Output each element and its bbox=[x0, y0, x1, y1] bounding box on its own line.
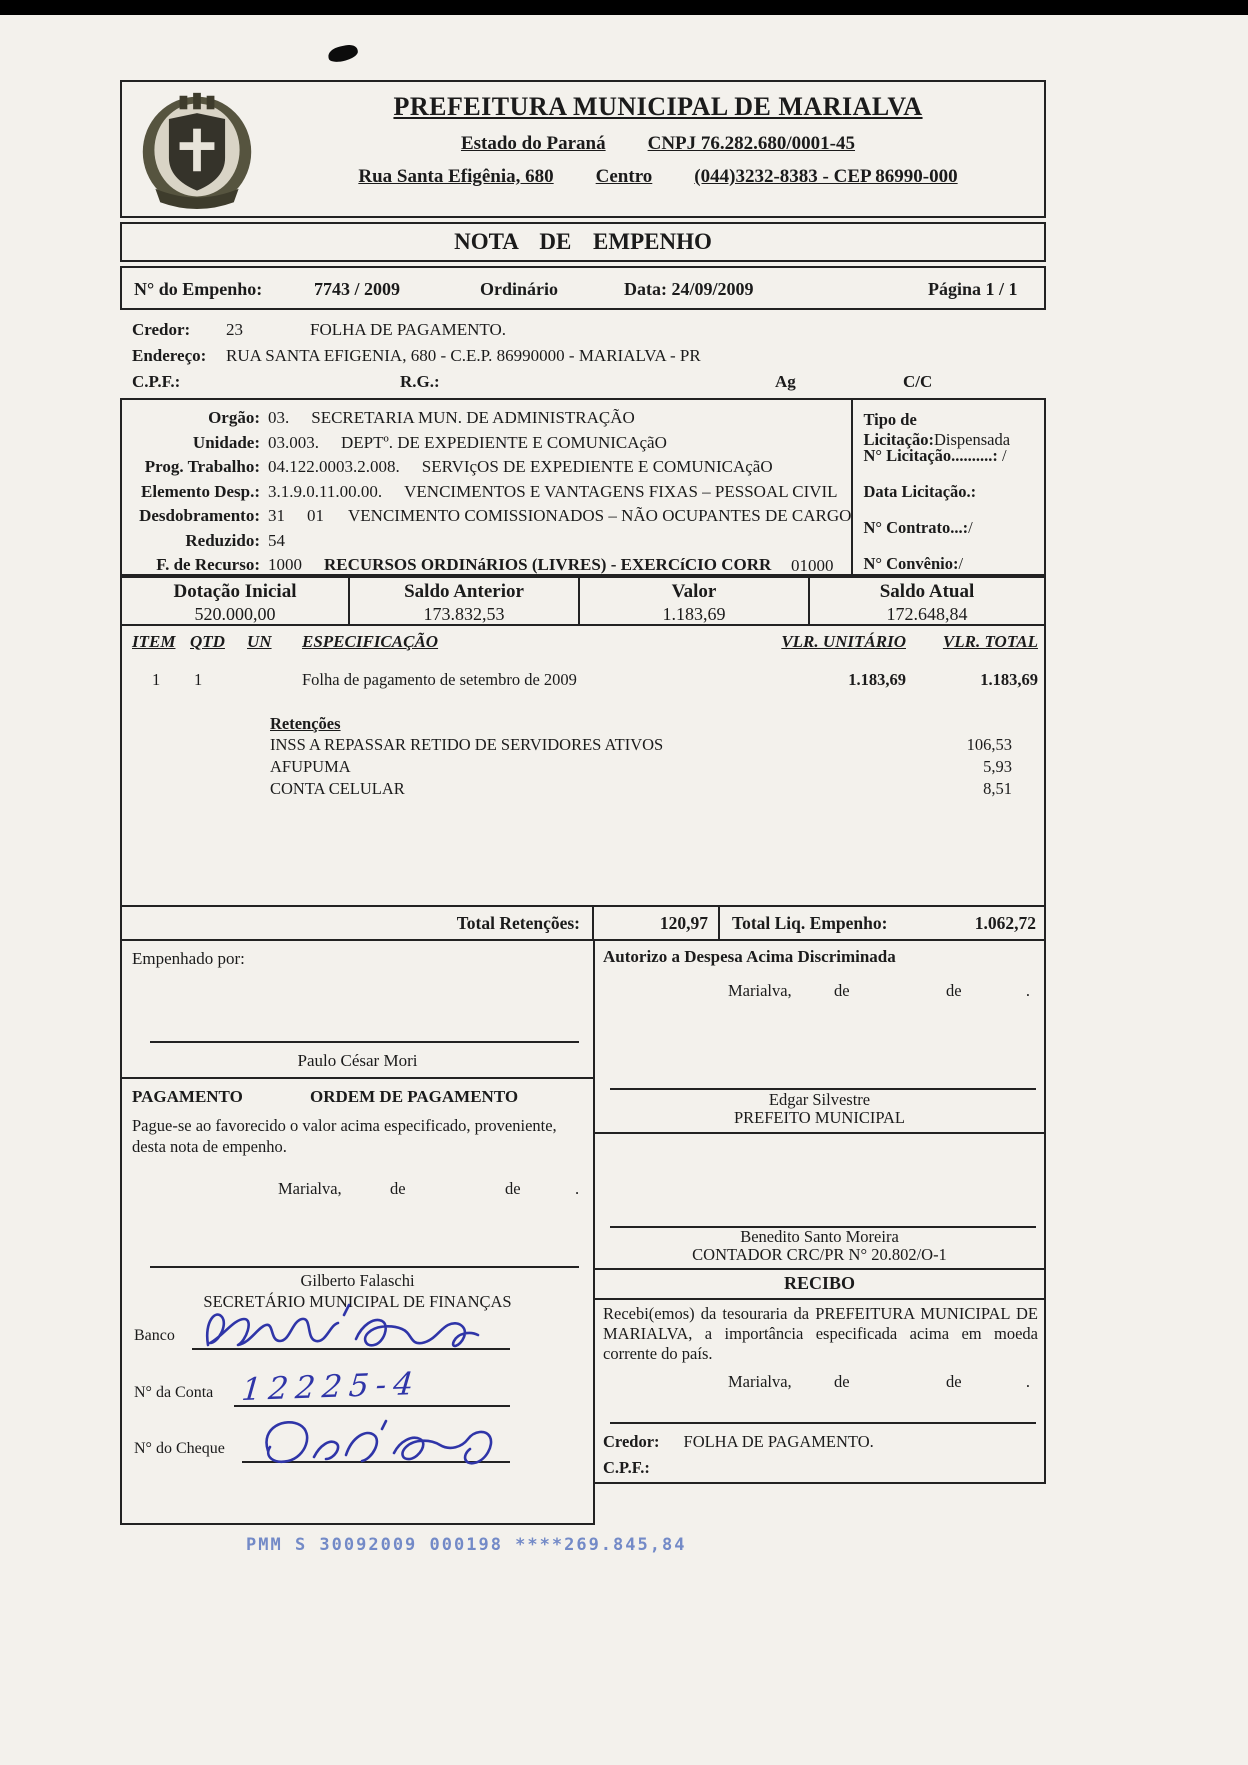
contract-value: / bbox=[968, 518, 973, 537]
committed-by-name: Paulo César Mori bbox=[297, 1051, 418, 1070]
handwriting-cheque-number bbox=[248, 1415, 498, 1467]
spec-col-header: ESPECIFICAÇÃO bbox=[302, 632, 439, 651]
withholding-name: AFUPUMA bbox=[270, 757, 351, 776]
payment-order-box bbox=[122, 1079, 593, 1523]
column-value: 520.000,00 bbox=[194, 604, 276, 624]
cnpj-label: CNPJ 76.282.680/0001-45 bbox=[647, 133, 856, 154]
mayor-title: PREFEITO MUNICIPAL bbox=[734, 1108, 905, 1127]
payment-order-title: ORDEM DE PAGAMENTO bbox=[310, 1087, 519, 1106]
bidding-date-row bbox=[863, 482, 1038, 518]
item-number: 1 bbox=[152, 670, 161, 689]
payment-label: PAGAMENTO bbox=[132, 1087, 243, 1106]
budget-row-unidade bbox=[122, 431, 851, 456]
row-code: 03.003. bbox=[268, 432, 319, 452]
creditor-section bbox=[120, 310, 1046, 398]
withholding-value: 5,93 bbox=[983, 757, 1012, 776]
de-label: de bbox=[834, 981, 850, 1000]
allocation-initial-cell bbox=[122, 578, 350, 624]
crest-icon bbox=[134, 88, 260, 210]
item-unit-price: 1.183,69 bbox=[848, 670, 906, 689]
empenho-number-value: 7743 / 2009 bbox=[314, 279, 401, 299]
document-title: NOTA DE EMPENHO bbox=[120, 222, 1046, 262]
bidding-number-row bbox=[863, 446, 1038, 482]
cpf-label: C.P.F.: bbox=[603, 1458, 650, 1477]
municipal-crest-logo bbox=[122, 82, 272, 216]
total-withholdings-value: 120,97 bbox=[594, 907, 720, 939]
withholding-row bbox=[270, 778, 1012, 800]
bidding-type-label: Tipo de Licitação: bbox=[863, 410, 934, 449]
totals-row bbox=[120, 905, 1046, 941]
nota-de-empenho-document bbox=[120, 80, 1046, 1525]
city-label: Marialva, bbox=[728, 981, 792, 1000]
row-code: 54 bbox=[268, 530, 285, 550]
cc-label: C/C bbox=[903, 372, 933, 391]
withholding-row bbox=[270, 734, 1012, 756]
handwriting-account-number: 12225-4 bbox=[240, 1365, 422, 1409]
creditor-label: Credor: bbox=[603, 1432, 660, 1451]
item-description: Folha de pagamento de setembro de 2009 bbox=[302, 670, 577, 689]
empenho-number-row bbox=[120, 266, 1046, 310]
left-signature-column bbox=[120, 941, 595, 1525]
creditor-address-line bbox=[120, 346, 1046, 372]
net-total-value: 1.062,72 bbox=[974, 913, 1036, 933]
right-signature-column bbox=[595, 941, 1046, 1484]
state-cnpj-line bbox=[272, 133, 1044, 155]
recurso-extra-code: 01000 bbox=[790, 556, 834, 575]
budget-row-prog-trabalho bbox=[122, 455, 851, 480]
previous-balance-cell bbox=[350, 578, 580, 624]
scan-ink-smudge bbox=[327, 43, 359, 64]
finance-secretary-name: Gilberto Falaschi bbox=[300, 1271, 415, 1290]
column-value: 172.648,84 bbox=[886, 604, 968, 624]
address-value: RUA SANTA EFIGENIA, 680 - C.E.P. 86990000 - MARIALVA - PR bbox=[226, 346, 701, 365]
de-label: de bbox=[505, 1179, 521, 1198]
total-withholdings-label: Total Retenções: bbox=[122, 907, 594, 939]
city-label: Marialva, bbox=[278, 1179, 342, 1198]
accountant-box bbox=[595, 1134, 1044, 1270]
creditor-value: FOLHA DE PAGAMENTO. bbox=[683, 1432, 874, 1451]
district-label: Centro bbox=[595, 166, 653, 187]
row-code: 31 bbox=[268, 506, 285, 525]
header-text-block bbox=[272, 82, 1044, 216]
city-label: Marialva, bbox=[728, 1372, 792, 1391]
city-date-line bbox=[595, 981, 1044, 1003]
address-label: Endereço: bbox=[132, 346, 207, 365]
bidding-info-panel bbox=[851, 400, 1044, 574]
value-cell bbox=[580, 578, 810, 624]
rg-label: R.G.: bbox=[400, 372, 440, 391]
row-label: Prog. Trabalho: bbox=[144, 457, 260, 476]
unit-price-col-header: VLR. UNITÁRIO bbox=[781, 632, 906, 651]
document-header bbox=[120, 80, 1046, 218]
item-col-header: ITEM bbox=[132, 632, 176, 651]
page-indicator: Página 1 / 1 bbox=[928, 279, 1018, 299]
budget-classification-section bbox=[120, 398, 1046, 576]
row-code: 3.1.9.0.11.00.00. bbox=[268, 481, 383, 501]
payment-order-text: Pague-se ao favorecido o valor acima especificado, proveniente, desta nota de empenho. bbox=[132, 1116, 557, 1156]
period-mark: . bbox=[1025, 1372, 1030, 1391]
allocation-table bbox=[120, 576, 1046, 626]
address-line bbox=[272, 166, 1044, 188]
creditor-line bbox=[120, 320, 1046, 346]
accountant-name: Benedito Santo Moreira bbox=[740, 1227, 899, 1246]
column-value: 1.183,69 bbox=[662, 604, 726, 624]
empenho-kind: Ordinário bbox=[480, 279, 559, 299]
row-desc: VENCIMENTOS E VANTAGENS FIXAS – PESSOAL CIVIL bbox=[404, 481, 838, 501]
budget-row-recurso bbox=[122, 553, 851, 578]
cheque-number-label: N° do Cheque bbox=[134, 1440, 225, 1457]
current-balance-cell bbox=[810, 578, 1044, 624]
row-label: Elemento Desp.: bbox=[141, 481, 260, 501]
row-desc: VENCIMENTO COMISSIONADOS – NÃO OCUPANTES DE CARGO bbox=[348, 506, 852, 525]
city-date-line bbox=[122, 1179, 593, 1201]
withholdings-block bbox=[270, 714, 1012, 800]
receipt-creditor-line bbox=[603, 1432, 874, 1452]
bidding-number-value: / bbox=[997, 446, 1007, 465]
row-code: 04.122.0003.2.008. bbox=[268, 457, 400, 476]
contract-number-row bbox=[863, 518, 1038, 554]
budget-row-orgao bbox=[122, 406, 851, 431]
committed-by-box bbox=[122, 941, 593, 1079]
signature-line bbox=[150, 1266, 579, 1268]
cpf-label: C.P.F.: bbox=[132, 372, 181, 391]
row-code: 1000 bbox=[268, 555, 302, 574]
column-header: Saldo Anterior bbox=[404, 581, 524, 602]
bidding-type-value: Dispensada bbox=[934, 430, 1011, 449]
row-label: Orgão: bbox=[208, 408, 260, 427]
budget-row-reduzido bbox=[122, 529, 851, 554]
row-desc: SERVIçOS DE EXPEDIENTE E COMUNICAçãO bbox=[421, 457, 773, 476]
row-label: Unidade: bbox=[192, 432, 260, 452]
column-header: Valor bbox=[671, 581, 717, 602]
authorization-title: Autorizo a Despesa Acima Discriminada bbox=[603, 947, 896, 966]
item-qty: 1 bbox=[194, 670, 203, 689]
budget-rows bbox=[122, 400, 851, 574]
de-label: de bbox=[946, 981, 962, 1000]
bank-label: Banco bbox=[134, 1327, 175, 1344]
column-value: 173.832,53 bbox=[423, 604, 505, 624]
row-desc: DEPTº. DE EXPEDIENTE E COMUNICAçãO bbox=[341, 432, 667, 452]
empenho-date: Data: 24/09/2009 bbox=[624, 279, 754, 299]
receipt-header: RECIBO bbox=[595, 1270, 1044, 1300]
budget-row-elemento bbox=[122, 480, 851, 505]
mayor-name: Edgar Silvestre bbox=[768, 1090, 871, 1109]
withholding-row bbox=[270, 756, 1012, 778]
total-col-header: VLR. TOTAL bbox=[942, 632, 1038, 651]
signature-line bbox=[610, 1422, 1036, 1424]
accountant-title: CONTADOR CRC/PR N° 20.802/O-1 bbox=[692, 1245, 947, 1264]
dot-matrix-validation-stamp: PMM S 30092009 000198 ****269.845,84 bbox=[246, 1535, 687, 1555]
empenho-number-label: N° do Empenho: bbox=[134, 279, 263, 299]
unit-col-header: UN bbox=[247, 632, 272, 651]
bidding-type-row bbox=[863, 410, 1038, 449]
bidding-number-label: N° Licitação..........: bbox=[863, 446, 998, 465]
row-code: 03. bbox=[268, 408, 290, 427]
items-section bbox=[120, 626, 1046, 905]
de-label: de bbox=[834, 1372, 850, 1391]
row-label: Reduzido: bbox=[185, 530, 260, 550]
handwriting-bank-name bbox=[200, 1303, 500, 1353]
city-hall-title: PREFEITURA MUNICIPAL DE MARIALVA bbox=[393, 92, 923, 121]
agreement-value: / bbox=[958, 554, 964, 573]
row-desc: SECRETARIA MUN. DE ADMINISTRAÇÃO bbox=[311, 408, 635, 427]
de-label: de bbox=[390, 1179, 406, 1198]
row-desc: RECURSOS ORDINáRIOS (LIVRES) - EXERCíCIO CORR bbox=[324, 555, 772, 574]
phone-cep-label: (044)3232-8383 - CEP 86990-000 bbox=[694, 166, 958, 187]
net-total-label: Total Liq. Empenho: bbox=[732, 913, 888, 933]
period-mark: . bbox=[575, 1179, 580, 1198]
row-label: F. de Recurso: bbox=[156, 555, 260, 574]
creditor-label: Credor: bbox=[132, 320, 191, 339]
city-date-line bbox=[595, 1372, 1044, 1394]
qty-col-header: QTD bbox=[190, 632, 225, 651]
committed-by-label: Empenhado por: bbox=[132, 949, 245, 968]
ag-label: Ag bbox=[775, 372, 796, 391]
authorization-box bbox=[595, 941, 1044, 1134]
withholdings-title: Retenções bbox=[270, 714, 341, 733]
creditor-ids-line bbox=[120, 372, 1046, 398]
budget-row-desdobramento bbox=[122, 504, 851, 529]
creditor-code: 23 bbox=[226, 320, 243, 339]
finance-secretary-title: SECRETÁRIO MUNICIPAL DE FINANÇAS bbox=[203, 1292, 512, 1311]
withholding-name: INSS A REPASSAR RETIDO DE SERVIDORES ATIVOS bbox=[270, 735, 664, 754]
creditor-name: FOLHA DE PAGAMENTO. bbox=[310, 320, 506, 339]
withholding-value: 8,51 bbox=[983, 779, 1012, 798]
signatures-section bbox=[120, 941, 1046, 1525]
account-number-label: N° da Conta bbox=[134, 1384, 214, 1401]
row-code2: 01 bbox=[307, 506, 324, 525]
withholding-name: CONTA CELULAR bbox=[270, 779, 405, 798]
column-header: Dotação Inicial bbox=[173, 581, 297, 602]
period-mark: . bbox=[1025, 981, 1030, 1000]
contract-label: N° Contrato...: bbox=[863, 518, 969, 537]
de-label: de bbox=[946, 1372, 962, 1391]
receipt-body bbox=[595, 1300, 1044, 1420]
state-label: Estado do Paraná bbox=[460, 133, 606, 154]
agreement-label: N° Convênio: bbox=[863, 554, 959, 573]
scan-top-black-bar bbox=[0, 0, 1248, 15]
receipt-creditor-box bbox=[595, 1420, 1044, 1482]
row-label: Desdobramento: bbox=[139, 506, 260, 525]
receipt-text: Recebi(emos) da tesouraria da PREFEITURA MUNICIPAL DE MARIALVA, a importância especificada acima em moeda corrente do país. bbox=[603, 1304, 1038, 1363]
column-header: Saldo Atual bbox=[879, 581, 975, 602]
withholding-value: 106,53 bbox=[966, 735, 1012, 754]
bidding-date-label: Data Licitação.: bbox=[863, 482, 977, 501]
signature-line bbox=[150, 1041, 579, 1043]
street-label: Rua Santa Efigênia, 680 bbox=[358, 166, 554, 187]
item-total: 1.183,69 bbox=[980, 670, 1038, 689]
